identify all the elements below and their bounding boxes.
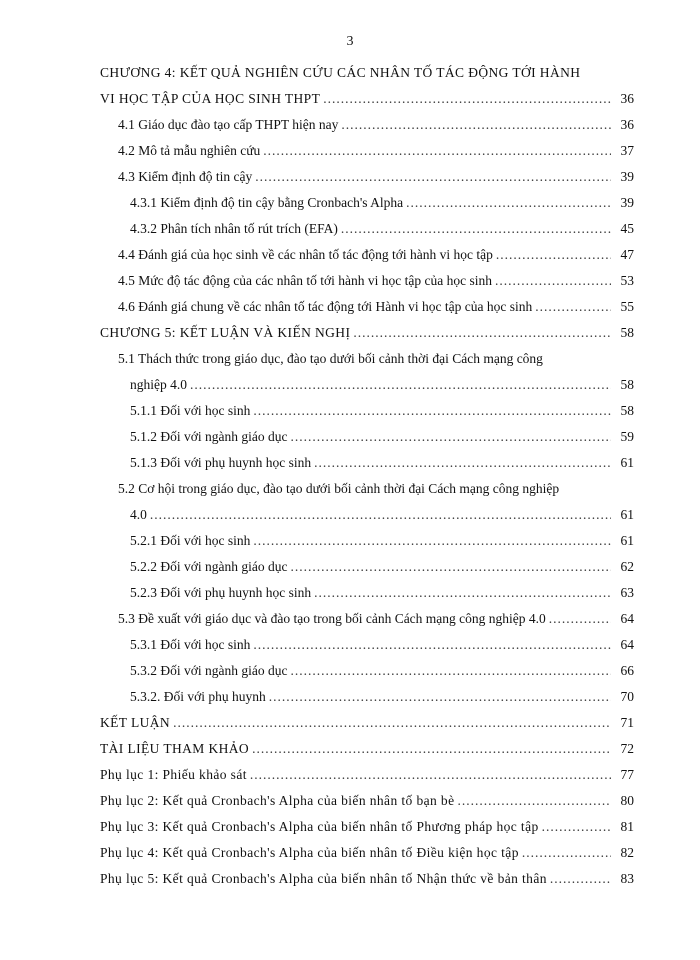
toc-dot-leader — [549, 606, 611, 632]
toc-entry-title: 5.3.2. Đối với phụ huynh — [130, 689, 266, 704]
toc-entry-title: 4.4 Đánh giá của học sinh về các nhân tố tác động tới hành vi học tập — [118, 247, 493, 262]
toc-entry-title: 4.2 Mô tả mẫu nghiên cứu — [118, 143, 261, 158]
toc-entry-title: 4.5 Mức độ tác động của các nhân tố tới hành vi học tập của học sinh — [118, 273, 492, 288]
toc-entry-title: CHƯƠNG 5: KẾT LUẬN VÀ KIẾN NGHỊ — [100, 325, 351, 340]
toc-entry-page: 36 — [620, 117, 634, 132]
toc-entry-title: CHƯƠNG 4: KẾT QUẢ NGHIÊN CỨU CÁC NHÂN TỐ TÁC ĐỘNG TỚI HÀNH — [100, 65, 581, 80]
toc-entry[interactable] — [100, 736, 634, 762]
toc-entry-title: 5.2 Cơ hội trong giáo dục, đào tạo dưới bối cảnh thời đại Cách mạng công nghiệp — [118, 481, 560, 496]
toc-entry-page: 72 — [620, 741, 634, 756]
toc-entry-title: 5.1.2 Đối với ngành giáo dục — [130, 429, 288, 444]
toc-entry-page: 58 — [620, 403, 634, 418]
toc-entry[interactable] — [100, 814, 634, 840]
toc-entry-page: 39 — [620, 195, 634, 210]
toc-entry[interactable] — [100, 372, 634, 398]
toc-entry[interactable] — [100, 242, 634, 268]
toc-entry[interactable] — [100, 606, 634, 632]
toc-entry-title: TÀI LIỆU THAM KHẢO — [100, 741, 250, 756]
toc-entry-title: 5.3.1 Đối với học sinh — [130, 637, 251, 652]
toc-entry-page: 53 — [620, 273, 634, 288]
toc-entry[interactable] — [100, 710, 634, 736]
toc-entry-page: 61 — [620, 533, 634, 548]
toc-dot-leader — [496, 242, 611, 268]
toc-entry-page: 81 — [620, 819, 634, 834]
toc-entry[interactable] — [100, 658, 634, 684]
toc-entry-title: Phụ lục 1: Phiếu khảo sát — [100, 767, 247, 782]
toc-entry[interactable] — [100, 450, 634, 476]
toc-entry-page: 83 — [620, 871, 634, 886]
toc-entry[interactable] — [100, 476, 634, 502]
toc-entry-title: Phụ lục 4: Kết quả Cronbach's Alpha của biến nhân tố Điều kiện học tập — [100, 845, 519, 860]
toc-entry[interactable] — [100, 840, 634, 866]
toc-dot-leader — [406, 190, 611, 216]
toc-dot-leader — [255, 164, 611, 190]
toc-dot-leader — [263, 138, 611, 164]
toc-entry-title: Phụ lục 2: Kết quả Cronbach's Alpha của biến nhân tố bạn bè — [100, 793, 455, 808]
toc-entry[interactable] — [100, 788, 634, 814]
toc-dot-leader — [353, 320, 611, 346]
toc-entry[interactable] — [100, 528, 634, 554]
toc-entry-title: nghiệp 4.0 — [130, 377, 187, 392]
toc-entry-title: 4.6 Đánh giá chung về các nhân tố tác động tới Hành vi học tập của học sinh — [118, 299, 533, 314]
toc-entry-page: 80 — [620, 793, 634, 808]
toc-entry-page: 66 — [620, 663, 634, 678]
toc-entry-title: 4.3 Kiểm định độ tin cậy — [118, 169, 253, 184]
toc-entry[interactable] — [100, 632, 634, 658]
toc-entry-page: 64 — [620, 611, 634, 626]
toc-entry-title: 5.2.1 Đối với học sinh — [130, 533, 251, 548]
toc-entry-title: 4.3.2 Phân tích nhân tố rút trích (EFA) — [130, 221, 338, 236]
toc-entry-page: 61 — [620, 507, 634, 522]
toc-entry-page: 37 — [620, 143, 634, 158]
toc-entry[interactable] — [100, 502, 634, 528]
toc-entry[interactable] — [100, 398, 634, 424]
toc-entry-title: Phụ lục 3: Kết quả Cronbach's Alpha của biến nhân tố Phương pháp học tập — [100, 819, 539, 834]
toc-entry-page: 55 — [620, 299, 634, 314]
toc-dot-leader — [522, 840, 611, 866]
toc-entry[interactable] — [100, 164, 634, 190]
toc-entry[interactable] — [100, 190, 634, 216]
toc-dot-leader — [250, 762, 611, 788]
toc-entry-page: 45 — [620, 221, 634, 236]
toc-entry-page: 82 — [620, 845, 634, 860]
toc-entry-page: 59 — [620, 429, 634, 444]
toc-entry-page: 77 — [620, 767, 634, 782]
toc-dot-leader — [291, 424, 612, 450]
toc-entry-page: 63 — [620, 585, 634, 600]
toc-entry-title: VI HỌC TẬP CỦA HỌC SINH THPT — [100, 91, 321, 106]
toc-entry-page: 58 — [620, 325, 634, 340]
toc-entry[interactable] — [100, 866, 634, 892]
table-of-contents — [100, 60, 634, 892]
toc-entry-page: 70 — [620, 689, 634, 704]
toc-entry[interactable] — [100, 138, 634, 164]
toc-entry-title: 5.1.3 Đối với phụ huynh học sinh — [130, 455, 312, 470]
toc-entry-title: 5.3 Đề xuất với giáo dục và đào tạo trong bối cảnh Cách mạng công nghiệp 4.0 — [118, 611, 546, 626]
page-number: 3 — [346, 34, 354, 49]
toc-dot-leader — [291, 554, 612, 580]
toc-dot-leader — [495, 268, 611, 294]
toc-dot-leader — [253, 398, 611, 424]
toc-entry[interactable] — [100, 216, 634, 242]
toc-dot-leader — [150, 502, 611, 528]
toc-dot-leader — [291, 658, 612, 684]
toc-entry-page: 71 — [620, 715, 634, 730]
toc-entry[interactable] — [100, 294, 634, 320]
toc-dot-leader — [535, 294, 611, 320]
toc-entry[interactable] — [100, 424, 634, 450]
toc-entry-page: 36 — [620, 91, 634, 106]
toc-dot-leader — [314, 580, 611, 606]
toc-entry[interactable] — [100, 112, 634, 138]
toc-dot-leader — [252, 736, 611, 762]
toc-dot-leader — [550, 866, 611, 892]
toc-entry-title: Phụ lục 5: Kết quả Cronbach's Alpha của biến nhân tố Nhận thức về bản thân — [100, 871, 547, 886]
toc-entry[interactable] — [100, 320, 634, 346]
toc-entry-title: 4.1 Giáo dục đào tạo cấp THPT hiện nay — [118, 117, 339, 132]
toc-entry[interactable] — [100, 684, 634, 710]
toc-entry-title: 5.1.1 Đối với học sinh — [130, 403, 251, 418]
toc-dot-leader — [269, 684, 611, 710]
toc-dot-leader — [190, 372, 611, 398]
toc-entry[interactable] — [100, 60, 634, 86]
toc-entry-title: KẾT LUẬN — [100, 715, 171, 730]
toc-entry-title: 5.3.2 Đối với ngành giáo dục — [130, 663, 288, 678]
toc-dot-leader — [542, 814, 611, 840]
toc-entry-page: 64 — [620, 637, 634, 652]
toc-dot-leader — [323, 86, 611, 112]
toc-dot-leader — [457, 788, 611, 814]
toc-entry-title: 5.2.2 Đối với ngành giáo dục — [130, 559, 288, 574]
toc-entry-title: 4.3.1 Kiểm định độ tin cậy bằng Cronbach's Alpha — [130, 195, 404, 210]
toc-entry-page: 39 — [620, 169, 634, 184]
toc-dot-leader — [341, 112, 611, 138]
toc-dot-leader — [253, 632, 611, 658]
toc-entry-title: 5.2.3 Đối với phụ huynh học sinh — [130, 585, 312, 600]
toc-entry[interactable] — [100, 346, 634, 372]
toc-dot-leader — [314, 450, 611, 476]
toc-dot-leader — [173, 710, 611, 736]
toc-entry-title: 5.1 Thách thức trong giáo dục, đào tạo dưới bối cảnh thời đại Cách mạng công — [118, 351, 543, 366]
toc-entry[interactable] — [100, 762, 634, 788]
toc-entry-page: 62 — [620, 559, 634, 574]
toc-entry[interactable] — [100, 86, 634, 112]
toc-entry[interactable] — [100, 554, 634, 580]
toc-entry-page: 58 — [620, 377, 634, 392]
toc-entry-page: 61 — [620, 455, 634, 470]
toc-entry-title: 4.0 — [130, 507, 147, 522]
toc-entry[interactable] — [100, 580, 634, 606]
toc-entry[interactable] — [100, 268, 634, 294]
toc-dot-leader — [253, 528, 611, 554]
toc-entry-page: 47 — [620, 247, 634, 262]
toc-dot-leader — [341, 216, 611, 242]
